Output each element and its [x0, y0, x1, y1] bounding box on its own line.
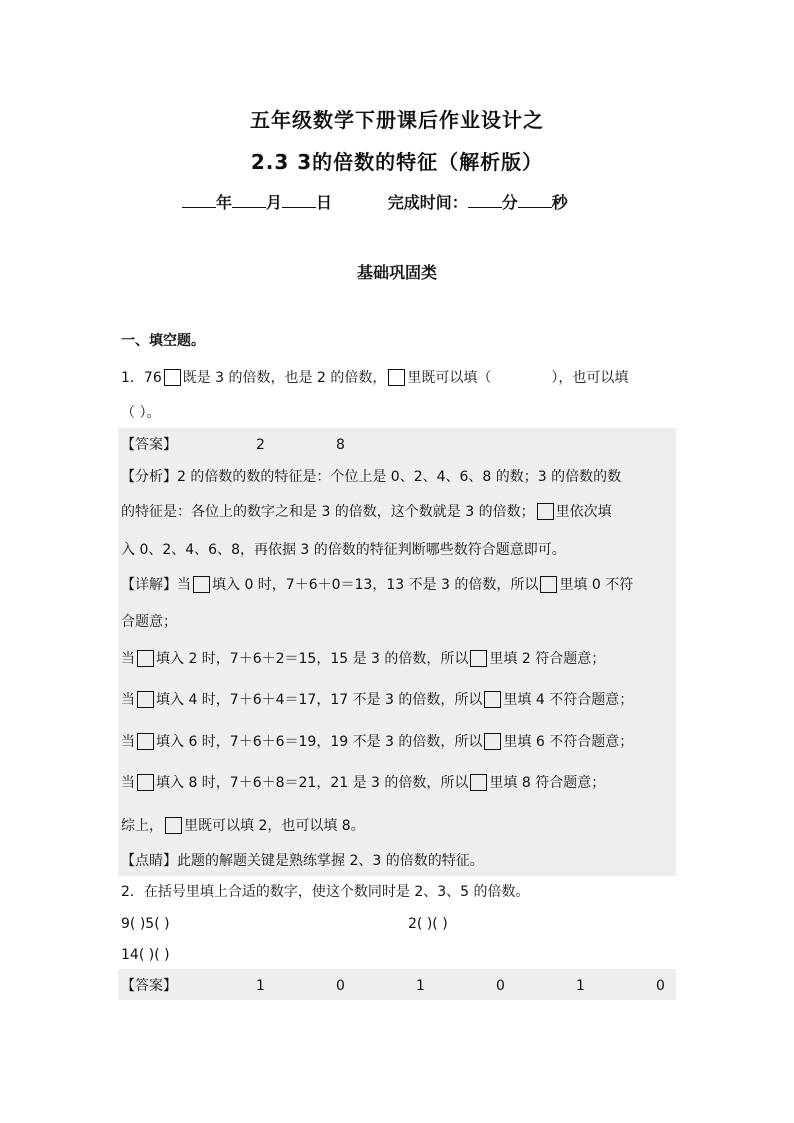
- answer-value: 1: [416, 978, 425, 994]
- q2-prompt: 2．在括号里填上合适的数字，使这个数同时是 2、3、5 的倍数。: [121, 884, 530, 900]
- blank-box: [165, 817, 182, 834]
- blank-box: [137, 650, 154, 667]
- blank-box: [484, 691, 501, 708]
- blank-box: [470, 774, 487, 791]
- q1-point: 【点睛】此题的解题关键是熟练掌握 2、3 的倍数的特征。: [121, 853, 484, 869]
- summary-a: 综上，: [121, 818, 163, 834]
- case-a: 当: [121, 734, 135, 750]
- case-c: 里填 8 符合题意；: [489, 775, 606, 791]
- q1-text-a: 既是 3 的倍数，也是 2 的倍数，: [182, 370, 387, 386]
- year-blank: [182, 191, 216, 208]
- answer-value: 1: [256, 978, 265, 994]
- blank-box: [537, 503, 554, 520]
- blank-box: [137, 774, 154, 791]
- case-b: 填入 4 时，7＋6＋4＝17，17 不是 3 的倍数，所以: [156, 692, 483, 708]
- q2-item-3: 14( )( ): [121, 947, 170, 963]
- answer-value: 1: [576, 978, 585, 994]
- blank-box: [193, 576, 210, 593]
- q1-analysis-2b: 里依次填: [555, 504, 612, 520]
- q1-case-row: [121, 774, 676, 792]
- day-label: 日: [316, 193, 333, 212]
- q1-text-c: ），也可以填: [551, 370, 629, 386]
- q1-case-row: [121, 733, 676, 751]
- case-a: 当: [121, 692, 135, 708]
- q1-case-row: [121, 650, 676, 668]
- blank-box: [388, 369, 405, 386]
- q2-item-1: 9( )5( ): [121, 916, 170, 932]
- answer-value: 8: [336, 437, 345, 453]
- q1-analysis-3: 入 0、2、4、6、8，再依据 3 的倍数的特征判断哪些数符合题意即可。: [121, 542, 566, 558]
- q1-analysis-2: [121, 503, 676, 521]
- second-label: 秒: [551, 193, 568, 212]
- q1-summary: [121, 817, 676, 835]
- detail-1b: 填入 0 时，7＋6＋0＝13，13 不是 3 的倍数，所以: [212, 577, 539, 593]
- summary-b: 里既可以填 2，也可以填 8。: [184, 818, 365, 834]
- q1-detail-1: [121, 576, 676, 594]
- q1-line-1: [121, 369, 676, 387]
- q2-items-row-1: [121, 915, 676, 933]
- answer-value: 2: [256, 437, 265, 453]
- case-c: 里填 4 不符合题意；: [503, 692, 634, 708]
- blank-box: [164, 369, 181, 386]
- title-line-2: 2.3 3的倍数的特征（解析版）: [250, 150, 544, 174]
- q1-detail-2: 合题意；: [121, 614, 177, 630]
- answer-label: 【答案】: [121, 437, 177, 453]
- case-b: 填入 6 时，7＋6＋6＝19，19 不是 3 的倍数，所以: [156, 734, 483, 750]
- title-line-1: 五年级数学下册课后作业设计之: [250, 108, 544, 132]
- case-a: 当: [121, 651, 135, 667]
- minute-blank: [468, 191, 502, 208]
- second-blank: [518, 191, 552, 208]
- time-label: 完成时间：: [387, 193, 468, 212]
- q2-item-2: 2( )( ): [408, 916, 448, 932]
- q1-text-b: 里既可以填（: [407, 370, 492, 386]
- date-time-line: [182, 190, 568, 213]
- q1-prefix: 1．76: [121, 370, 162, 386]
- q1-line-2: （ ）。: [121, 405, 161, 421]
- case-b: 填入 2 时，7＋6＋2＝15，15 是 3 的倍数，所以: [156, 651, 469, 667]
- blank-box: [137, 691, 154, 708]
- blank-box: [540, 576, 557, 593]
- q1-analysis-1: 【分析】2 的倍数的数的特征是：个位上是 0、2、4、6、8 的数；3 的倍数的数: [121, 469, 622, 485]
- case-c: 里填 2 符合题意；: [489, 651, 606, 667]
- case-a: 当: [121, 775, 135, 791]
- answer-value: 0: [496, 978, 505, 994]
- blank-box: [137, 733, 154, 750]
- q2-answer-row: [121, 977, 676, 995]
- answer-value: 0: [656, 978, 665, 994]
- year-label: 年: [216, 193, 233, 212]
- detail-1a: 【详解】当: [121, 577, 191, 593]
- q1-case-row: [121, 691, 676, 709]
- case-c: 里填 6 不符合题意；: [503, 734, 634, 750]
- month-blank: [232, 191, 266, 208]
- q1-answer-row: [121, 436, 676, 454]
- answer-label: 【答案】: [121, 978, 177, 994]
- case-b: 填入 8 时，7＋6＋8＝21，21 是 3 的倍数，所以: [156, 775, 469, 791]
- part-title: 一、填空题。: [121, 333, 205, 349]
- blank-box: [484, 733, 501, 750]
- blank-box: [470, 650, 487, 667]
- detail-1c: 里填 0 不符: [559, 577, 634, 593]
- minute-label: 分: [501, 193, 518, 212]
- section-title: 基础巩固类: [356, 263, 437, 282]
- month-label: 月: [266, 193, 283, 212]
- day-blank: [282, 191, 316, 208]
- q1-analysis-2a: 的特征是：各位上的数字之和是 3 的倍数，这个数就是 3 的倍数；: [121, 504, 535, 520]
- answer-value: 0: [336, 978, 345, 994]
